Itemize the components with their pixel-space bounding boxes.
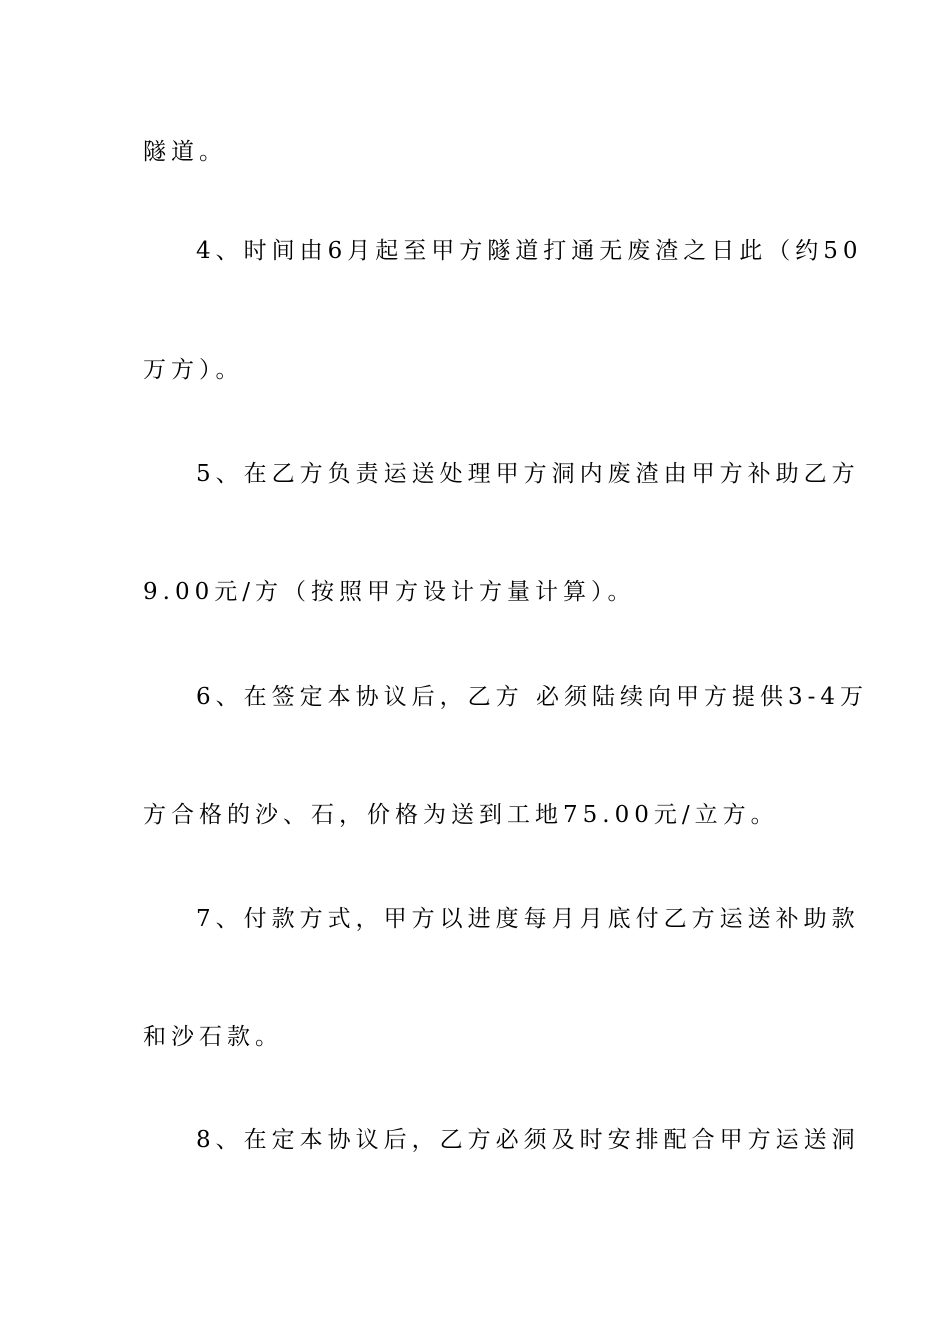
clause-6-line-1: 6、在签定本协议后，乙方 必须陆续向甲方提供3-4万 [196,684,868,710]
clause-8-line-1: 8、在定本协议后，乙方必须及时安排配合甲方运送洞 [196,1127,860,1153]
clause-5-line-1: 5、在乙方负责运送处理甲方洞内废渣由甲方补助乙方 [196,461,860,487]
text-line: 隧道。 [143,139,227,165]
clause-6-line-2: 方合格的沙、石，价格为送到工地75.00元/立方。 [143,802,779,828]
clause-7-line-1: 7、付款方式，甲方以进度每月月底付乙方运送补助款 [196,906,860,932]
clause-4-line-1: 4、时间由6月起至甲方隧道打通无废渣之日此（约50 [196,238,863,264]
clause-4-line-2: 万方）。 [143,357,244,383]
clause-7-line-2: 和沙石款。 [143,1024,283,1050]
clause-5-line-2: 9.00元/方（按照甲方设计方量计算）。 [143,579,636,605]
